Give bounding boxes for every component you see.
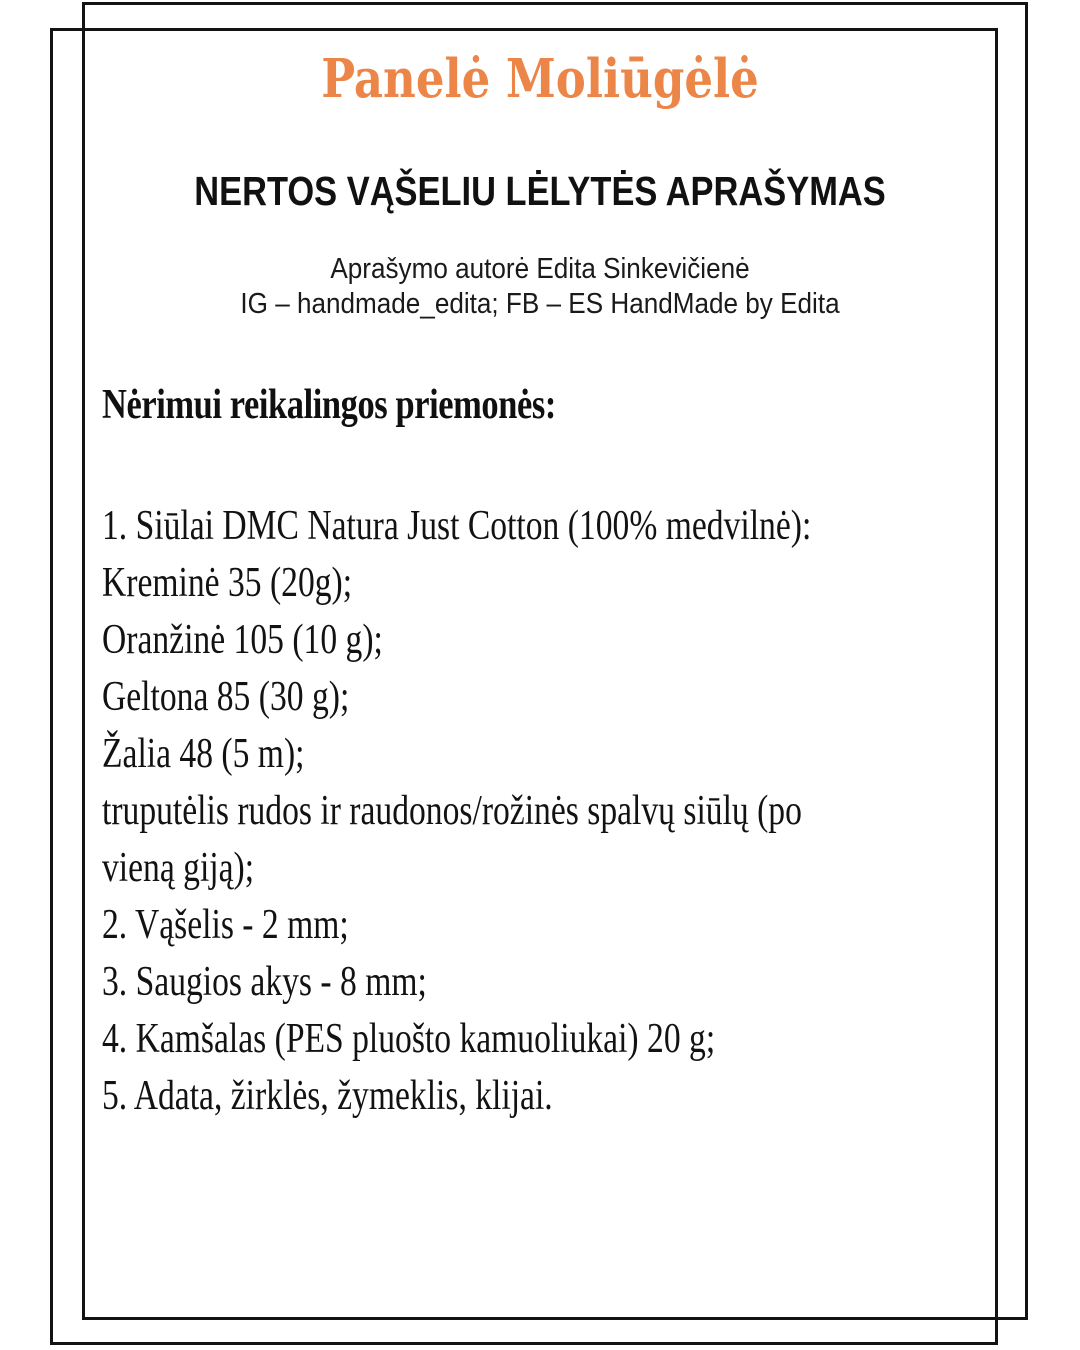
author-credit-line: Aprašymo autorė Edita Sinkevičienė <box>330 253 750 285</box>
materials-line-yellow: Geltona 85 (30 g); <box>102 674 350 720</box>
materials-line-safety-eyes: 3. Saugios akys - 8 mm; <box>102 959 427 1005</box>
materials-section-heading: Nėrimui reikalingos priemonės: <box>102 382 556 428</box>
page-subtitle: NERTOS VĄŠELIU LĖLYTĖS APRAŠYMAS <box>194 168 886 214</box>
materials-line-scraps-1: truputėlis rudos ir raudonos/rožinės spalvų siūlų (po <box>102 788 802 834</box>
materials-line-green: Žalia 48 (5 m); <box>102 731 305 777</box>
author-block <box>54 252 1026 322</box>
materials-line-yarn: 1. Siūlai DMC Natura Just Cotton (100% medvilnė): <box>102 503 812 549</box>
author-social-line: IG – handmade_edita; FB – ES HandMade by Edita <box>240 288 840 320</box>
materials-line-hook: 2. Vąšelis - 2 mm; <box>102 902 349 948</box>
page-title: Panelė Moliūgėlė <box>321 48 759 110</box>
materials-list <box>102 498 989 1125</box>
materials-line-scraps-2: vieną giją); <box>102 845 255 891</box>
materials-line-tools: 5. Adata, žirklės, žymeklis, klijai. <box>102 1073 553 1119</box>
materials-line-orange: Oranžinė 105 (10 g); <box>102 617 383 663</box>
materials-line-stuffing: 4. Kamšalas (PES pluošto kamuoliukai) 20 g; <box>102 1016 716 1062</box>
materials-line-cream: Kreminė 35 (20g); <box>102 560 353 606</box>
